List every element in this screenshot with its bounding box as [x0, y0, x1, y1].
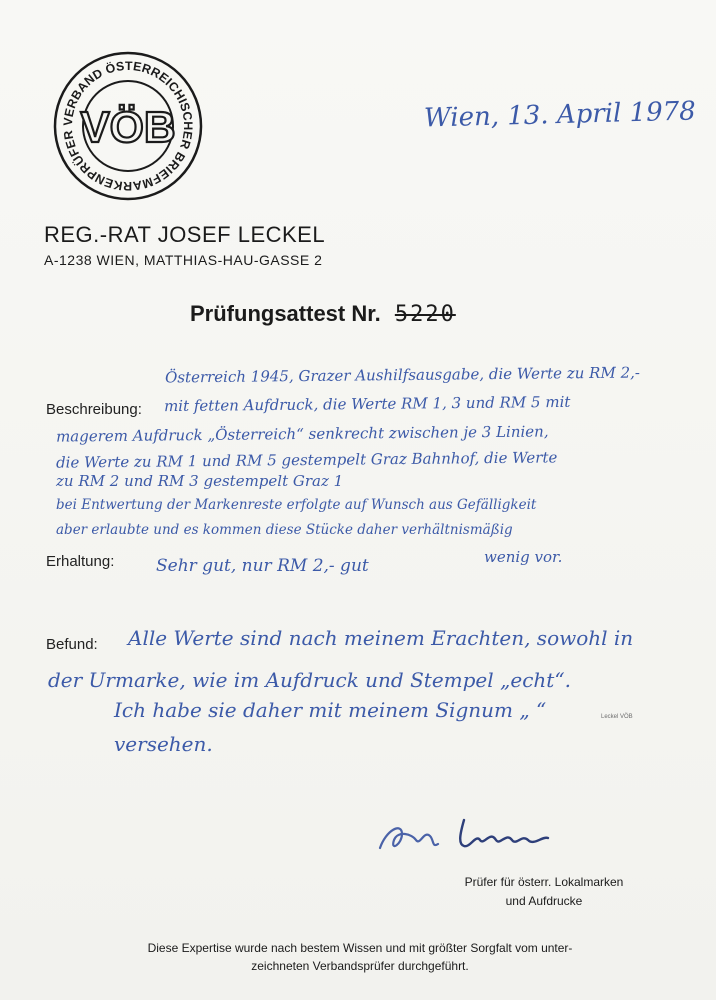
- voeb-seal-logo: [52, 50, 204, 202]
- finding-line: der Urmarke, wie im Aufdruck und Stempel „echt“.: [48, 668, 571, 692]
- certificate-number: 5220: [394, 302, 456, 327]
- footer-line: zeichneten Verbandsprüfer durchgeführt.: [251, 959, 469, 973]
- description-line: aber erlaubte und es kommen diese Stücke daher verhältnismäßig: [56, 522, 513, 538]
- certificate-title-label: Prüfungsattest Nr.: [190, 301, 381, 326]
- description-line: magerem Aufdruck „Österreich“ senkrecht zwischen je 3 Linien,: [55, 422, 549, 446]
- footer-line: Diese Expertise wurde nach bestem Wissen und mit größter Sorgfalt vom unter-: [147, 941, 573, 955]
- finding-line: Ich habe sie daher mit meinem Signum „ “: [114, 698, 547, 722]
- examiner-address: A-1238 WIEN, MATTHIAS-HAU-GASSE 2: [44, 252, 323, 268]
- condition-value: Sehr gut, nur RM 2,- gut: [156, 556, 369, 576]
- description-line: wenig vor.: [484, 548, 563, 566]
- footer-disclaimer: [60, 939, 660, 975]
- description-label: Beschreibung:: [46, 401, 142, 418]
- finding-label: Befund:: [46, 636, 98, 653]
- svg-text:VERBAND ÖSTERREICHISCHER BRIEF: VERBAND ÖSTERREICHISCHER BRIEFMARKENPRÜFER: [60, 58, 196, 194]
- finding-line: versehen.: [114, 732, 213, 756]
- examiner-designation: [442, 873, 646, 911]
- finding-line: Alle Werte sind nach meinem Erachten, sowohl in: [128, 626, 634, 650]
- issue-date: Wien, 13. April 1978: [423, 96, 697, 134]
- description-line: bei Entwertung der Markenreste erfolgte auf Wunsch aus Gefälligkeit: [56, 497, 537, 513]
- description-line: zu RM 2 und RM 3 gestempelt Graz 1: [56, 472, 344, 490]
- certificate-title: [190, 301, 456, 327]
- examiner-designation-line: und Aufdrucke: [505, 894, 583, 908]
- description-line: die Werte zu RM 1 und RM 5 gestempelt Graz Bahnhof, die Werte: [55, 448, 558, 472]
- examiner-signature: [372, 800, 582, 870]
- condition-label: Erhaltung:: [46, 553, 115, 570]
- examiner-designation-line: Prüfer für österr. Lokalmarken: [464, 875, 624, 889]
- svg-text:VÖB: VÖB: [80, 103, 176, 152]
- examiner-name-heading: REG.-RAT JOSEF LECKEL: [44, 222, 326, 247]
- small-signum-stamp: Leckel VÖB: [601, 714, 633, 720]
- description-line: mit fetten Aufdruck, die Werte RM 1, 3 und RM 5 mit: [163, 392, 571, 416]
- description-line: Österreich 1945, Grazer Aushilfsausgabe, die Werte zu RM 2,-: [164, 363, 641, 387]
